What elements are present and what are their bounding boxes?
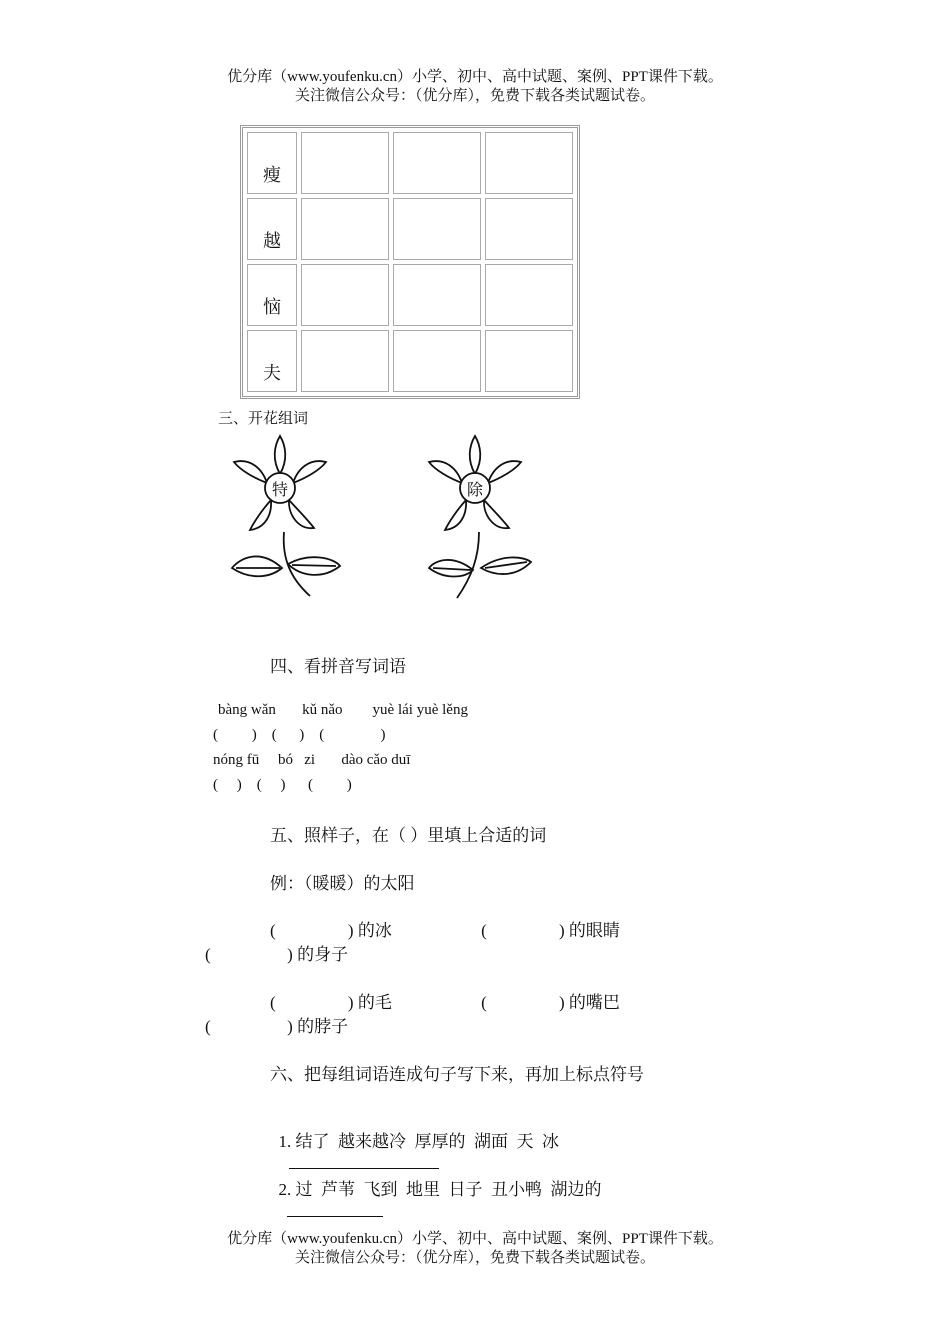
grid-cell	[301, 264, 389, 326]
section-6-title: 六、把每组词语连成句子写下来，再加上标点符号	[270, 1065, 644, 1084]
sentence-item-2	[270, 1155, 602, 1222]
petal	[484, 500, 509, 528]
grid-char: 夫	[247, 330, 297, 392]
petal	[470, 436, 481, 474]
grid-cell	[485, 330, 573, 392]
section-5-title: 五、照样子，在（ ）里填上合适的词	[270, 826, 547, 845]
header-line-2: 关注微信公众号：（优分库），免费下载各类试题试卷。	[294, 88, 655, 104]
grid-row	[247, 330, 573, 392]
petal	[293, 461, 326, 483]
fill-row-2a: ( ) 的毛 ( ) 的嘴巴	[270, 993, 620, 1012]
grid-cell	[393, 330, 481, 392]
petal	[250, 500, 271, 530]
petal	[445, 500, 466, 530]
petal	[275, 436, 286, 474]
flower-2	[429, 436, 531, 598]
grid-cell	[393, 132, 481, 194]
fill-row-1a: ( ) 的冰 ( ) 的眼睛	[270, 921, 620, 940]
grid-row	[247, 264, 573, 326]
flower-illustrations	[210, 425, 550, 610]
grid-cell	[301, 132, 389, 194]
grid-row	[247, 198, 573, 260]
sentence-item-1-words: 1. 结了 越来越冷 厚厚的 湖面 天 冰	[278, 1132, 559, 1151]
grid-cell	[301, 198, 389, 260]
petal	[289, 500, 314, 528]
answer-line-2[interactable]	[287, 1200, 383, 1217]
grid-cell	[485, 198, 573, 260]
petal	[429, 461, 462, 483]
leaf-vein	[292, 565, 336, 566]
header-line-1: 优分库（www.youfenku.cn）小学、初中、高中试题、案例、PPT课件下载。	[227, 69, 723, 85]
footer-line-1: 优分库（www.youfenku.cn）小学、初中、高中试题、案例、PPT课件下载。	[227, 1231, 723, 1247]
flower-2-char: 除	[466, 482, 483, 499]
flower-1	[232, 436, 340, 596]
section-4-title: 四、看拼音写词语	[270, 657, 406, 676]
footer-line-2: 关注微信公众号：（优分库），免费下载各类试题试卷。	[294, 1250, 655, 1266]
grid-cell	[393, 198, 481, 260]
grid-cell	[485, 132, 573, 194]
sentence-item-2-words: 2. 过 芦苇 飞到 地里 日子 丑小鸭 湖边的	[278, 1180, 602, 1199]
flower-1-char: 特	[271, 482, 288, 499]
fill-row-2b: ( ) 的脖子	[205, 1017, 349, 1036]
pinyin-row-1: bàng wǎn kǔ nǎo yuè lái yuè lěng	[218, 702, 468, 718]
pinyin-row-2: nóng fū bó zi dào cǎo duī	[213, 752, 411, 768]
section-5-example: 例：（暖暖）的太阳	[270, 874, 415, 893]
leaf-vein	[433, 568, 471, 570]
grid-row	[247, 132, 573, 194]
grid-char: 瘦	[247, 132, 297, 194]
petal	[234, 461, 267, 483]
character-practice-grid	[240, 125, 580, 399]
section-3-title: 三、开花组词	[218, 411, 309, 427]
fill-row-1b: ( ) 的身子	[205, 945, 349, 964]
petal	[488, 461, 521, 483]
brackets-row-1: ( ) ( ) ( )	[213, 727, 386, 743]
leaf	[232, 556, 282, 576]
grid-cell	[301, 330, 389, 392]
stem	[457, 532, 479, 598]
grid-char: 恼	[247, 264, 297, 326]
grid-cell	[485, 264, 573, 326]
brackets-row-2: ( ) ( ) ( )	[213, 777, 352, 793]
grid-char: 越	[247, 198, 297, 260]
grid-cell	[393, 264, 481, 326]
